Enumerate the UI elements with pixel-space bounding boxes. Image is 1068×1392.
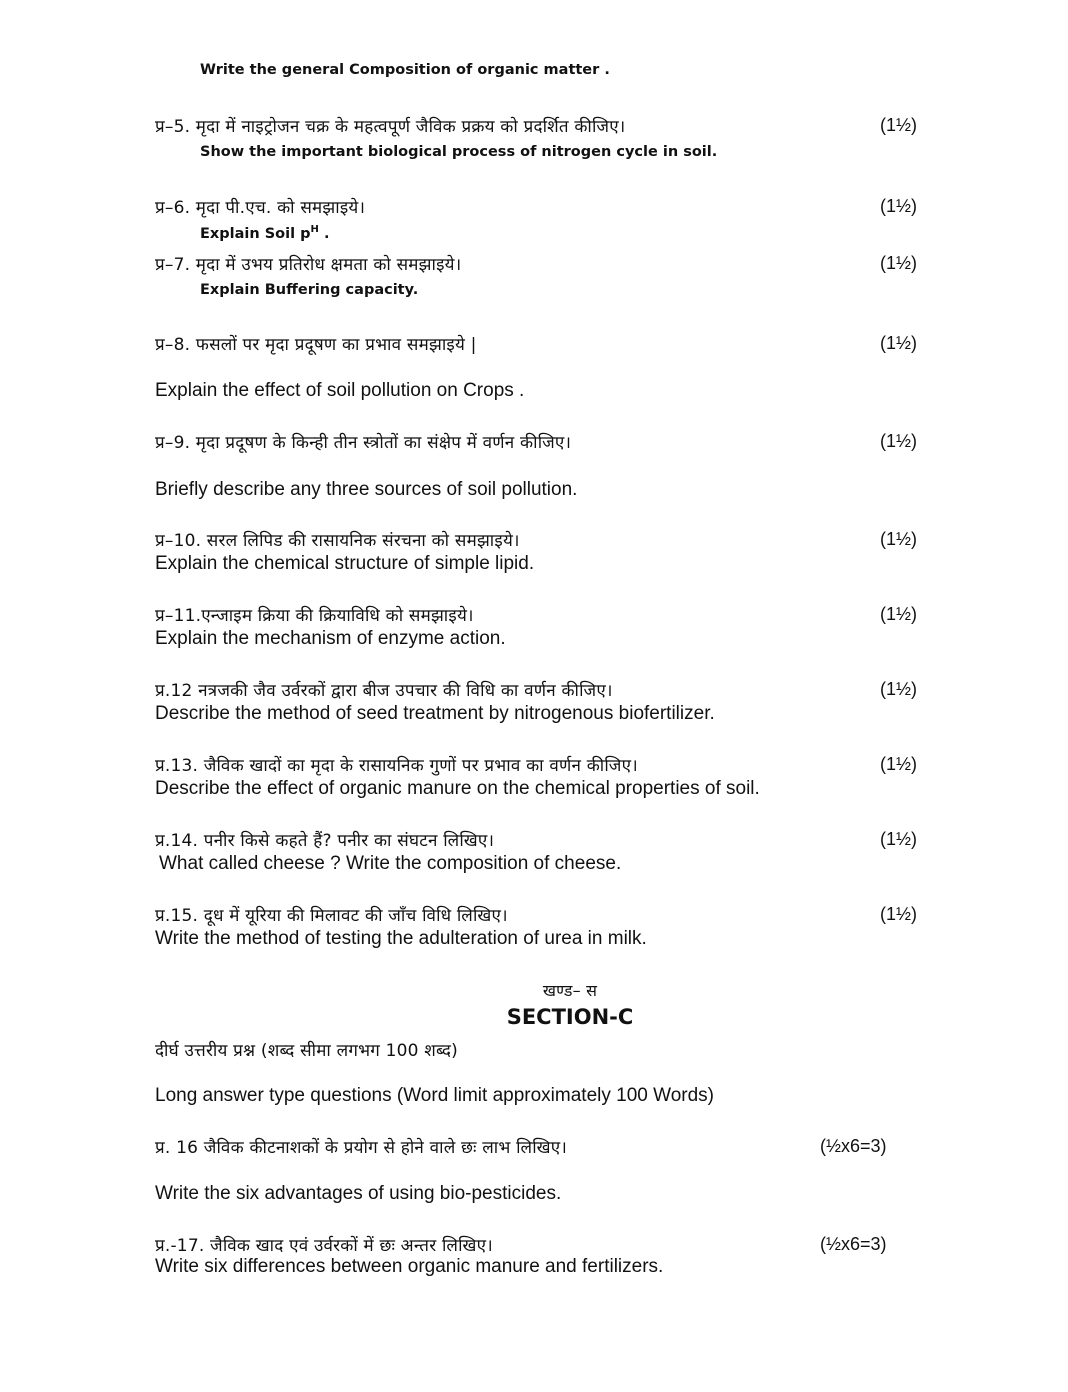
q7-hindi: प्र–7. मृदा में उभय प्रतिरोध क्षमता को समझाइये। [155,255,462,275]
q8-marks: (1½) [880,333,918,353]
q15-marks: (1½) [880,904,918,924]
q13-hindi: प्र.13. जैविक खादों का मृदा के रासायनिक गुणों पर प्रभाव का वर्णन कीजिए। [155,756,638,776]
section-instruction-hindi: दीर्घ उत्तरीय प्रश्न (शब्द सीमा लगभग 100 शब्द) [155,1041,458,1061]
section-instruction-english: Long answer type questions (Word limit approximately 100 Words) [155,1085,714,1106]
q12-marks: (1½) [880,679,918,699]
q11-marks: (1½) [880,604,918,624]
q11-hindi: प्र–11.एन्जाइम क्रिया की क्रियाविधि को समझाइये। [155,606,474,626]
q9-english: Briefly describe any three sources of soil pollution. [155,479,578,500]
q13-marks: (1½) [880,754,918,774]
q8-hindi: प्र–8. फसलों पर मृदा प्रदूषण का प्रभाव समझाइये | [155,335,477,355]
q16-hindi: प्र. 16 जैविक कीटनाशकों के प्रयोग से होने वाले छः लाभ लिखिए। [155,1138,567,1158]
q15-english: Write the method of testing the adulteration of urea in milk. [155,928,647,949]
q5-marks: (1½) [880,115,918,135]
q10-marks: (1½) [880,529,918,549]
q12-hindi: प्र.12 नत्रजकी जैव उर्वरकों द्वारा बीज उपचार की विधि का वर्णन कीजिए। [155,681,613,701]
q5-hindi: प्र–5. मृदा में नाइट्रोजन चक्र के महत्वपूर्ण जैविक प्रक्रय को प्रदर्शित कीजिए। [155,117,626,137]
q16-marks: (½x6=3) [820,1136,887,1156]
q7-english: Explain Buffering capacity. [200,282,419,298]
q4-english: Write the general Composition of organic matter . [200,62,610,78]
q9-marks: (1½) [880,431,918,451]
q6-english: Explain Soil $p^H$ . [200,224,330,242]
q9-hindi: प्र–9. मृदा प्रदूषण के किन्ही तीन स्त्रोतों का संक्षेप में वर्णन कीजिए। [155,433,572,453]
q16-english: Write the six advantages of using bio-pesticides. [155,1183,562,1204]
q17-marks: (½x6=3) [820,1234,887,1254]
section-title-hindi: खण्ड– स [542,981,598,1000]
q15-hindi: प्र.15. दूध में यूरिया की मिलावट की जाँच विधि लिखिए। [155,906,508,926]
section-title: SECTION-C [506,1005,634,1029]
q11-english: Explain the mechanism of enzyme action. [155,628,506,649]
q5-english: Show the important biological process of nitrogen cycle in soil. [200,144,718,160]
q6-marks: (1½) [880,196,918,216]
q7-marks: (1½) [880,253,918,273]
q6-hindi: प्र–6. मृदा पी.एच. को समझाइये। [155,198,366,218]
q17-hindi: प्र.-17. जैविक खाद एवं उर्वरकों में छः अन्तर लिखिए। [155,1236,493,1256]
q8-english: Explain the effect of soil pollution on Crops . [155,380,525,401]
q17-english: Write six differences between organic manure and fertilizers. [155,1256,664,1277]
q13-english: Describe the effect of organic manure on the chemical properties of soil. [155,778,760,799]
q10-hindi: प्र–10. सरल लिपिड की रासायनिक संरचना को समझाइये। [155,531,520,551]
q12-english: Describe the method of seed treatment by nitrogenous biofertilizer. [155,703,715,724]
q14-english: What called cheese ? Write the composition of cheese. [159,853,622,874]
q10-english: Explain the chemical structure of simple lipid. [155,553,535,574]
q14-hindi: प्र.14. पनीर किसे कहते हैं? पनीर का संघटन लिखिए। [155,831,495,851]
q14-marks: (1½) [880,829,918,849]
